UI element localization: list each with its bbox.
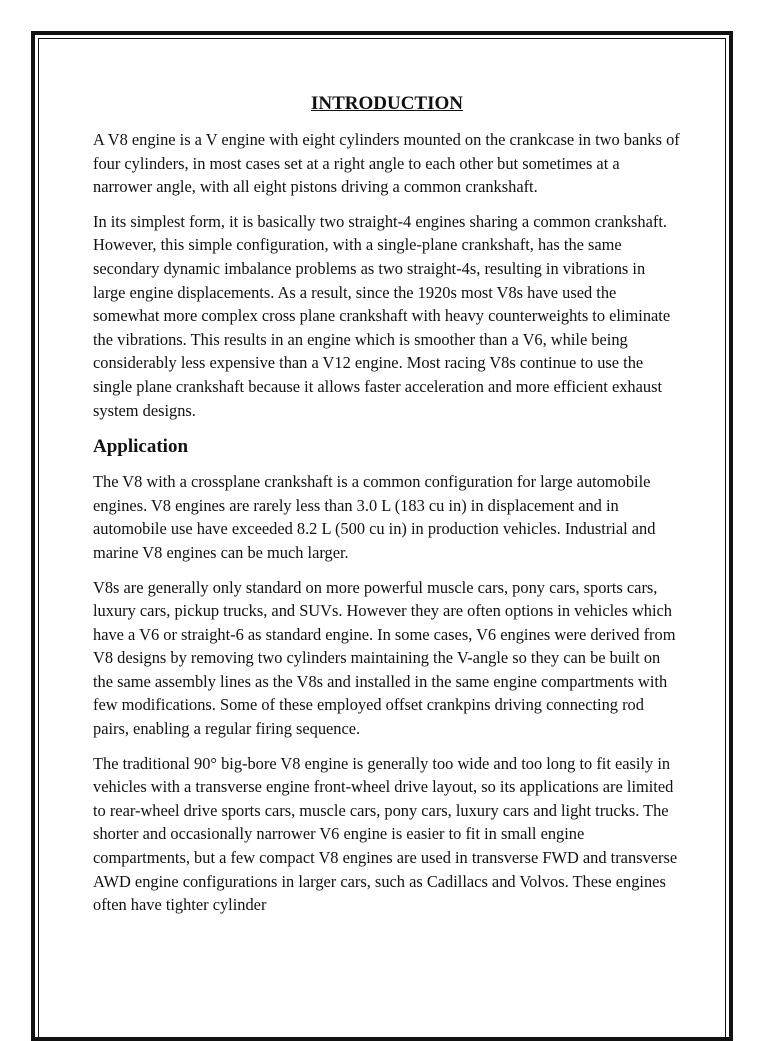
document-title: INTRODUCTION <box>310 93 464 114</box>
intro-paragraph-1: A V8 engine is a V engine with eight cylinders mounted on the crankcase in two banks of four cylinders, in most cases set at a right angle to each other but sometimes at a narrower angle, with all eight pistons driving a common crankshaft. <box>93 130 680 197</box>
application-paragraph-1: The V8 with a crossplane crankshaft is a common configuration for large automobile engines. V8 engines are rarely less than 3.0 L (183 cu in) in displacement and in automobile use have exceeded 8.2 L (500 cu in) in production vehicles. Industrial and marine V8 engines can be much larger. <box>93 472 656 562</box>
section-heading-application: Application <box>93 436 189 458</box>
intro-paragraph-2: In its simplest form, it is basically two straight-4 engines sharing a common crankshaft. However, this simple configuration, with a single-plane crankshaft, has the same secondary dynamic imbalance problems as two straight-4s, resulting in vibrations in large engine displacements. As a result, since the 1920s most V8s have used the somewhat more complex cross plane crankshaft with heavy counterweights to eliminate the vibrations. This results in an engine which is smoother than a V6, while being considerably less expensive than a V12 engine. Most racing V8s continue to use the single plane crankshaft because it allows faster acceleration and more efficient exhaust system designs. <box>93 211 671 420</box>
application-paragraph-2: V8s are generally only standard on more powerful muscle cars, pony cars, sports cars, luxury cars, pickup trucks, and SUVs. However they are often options in vehicles which have a V6 or straight-6 as standard engine. In some cases, V6 engines were derived from V8 designs by removing two cylinders maintaining the V-angle so they can be built on the same assembly lines as the V8s and installed in the same engine compartments with few modifications. Some of these employed offset crankpins driving connecting rod pairs, enabling a regular firing sequence. <box>93 577 676 739</box>
application-paragraph-3: The traditional 90° big-bore V8 engine is generally too wide and too long to fit easily in vehicles with a transverse engine front-wheel drive layout, so its applications are limited to rear-wheel drive sports cars, muscle cars, pony cars, luxury cars and light trucks. The shorter and occasionally narrower V6 engine is easier to fit in small engine compartments, but a few compact V8 engines are used in transverse FWD and transverse AWD engine configurations in larger cars, such as Cadillacs and Volvos. These engines often have tighter cylinder <box>93 753 678 915</box>
document-body <box>93 90 681 928</box>
